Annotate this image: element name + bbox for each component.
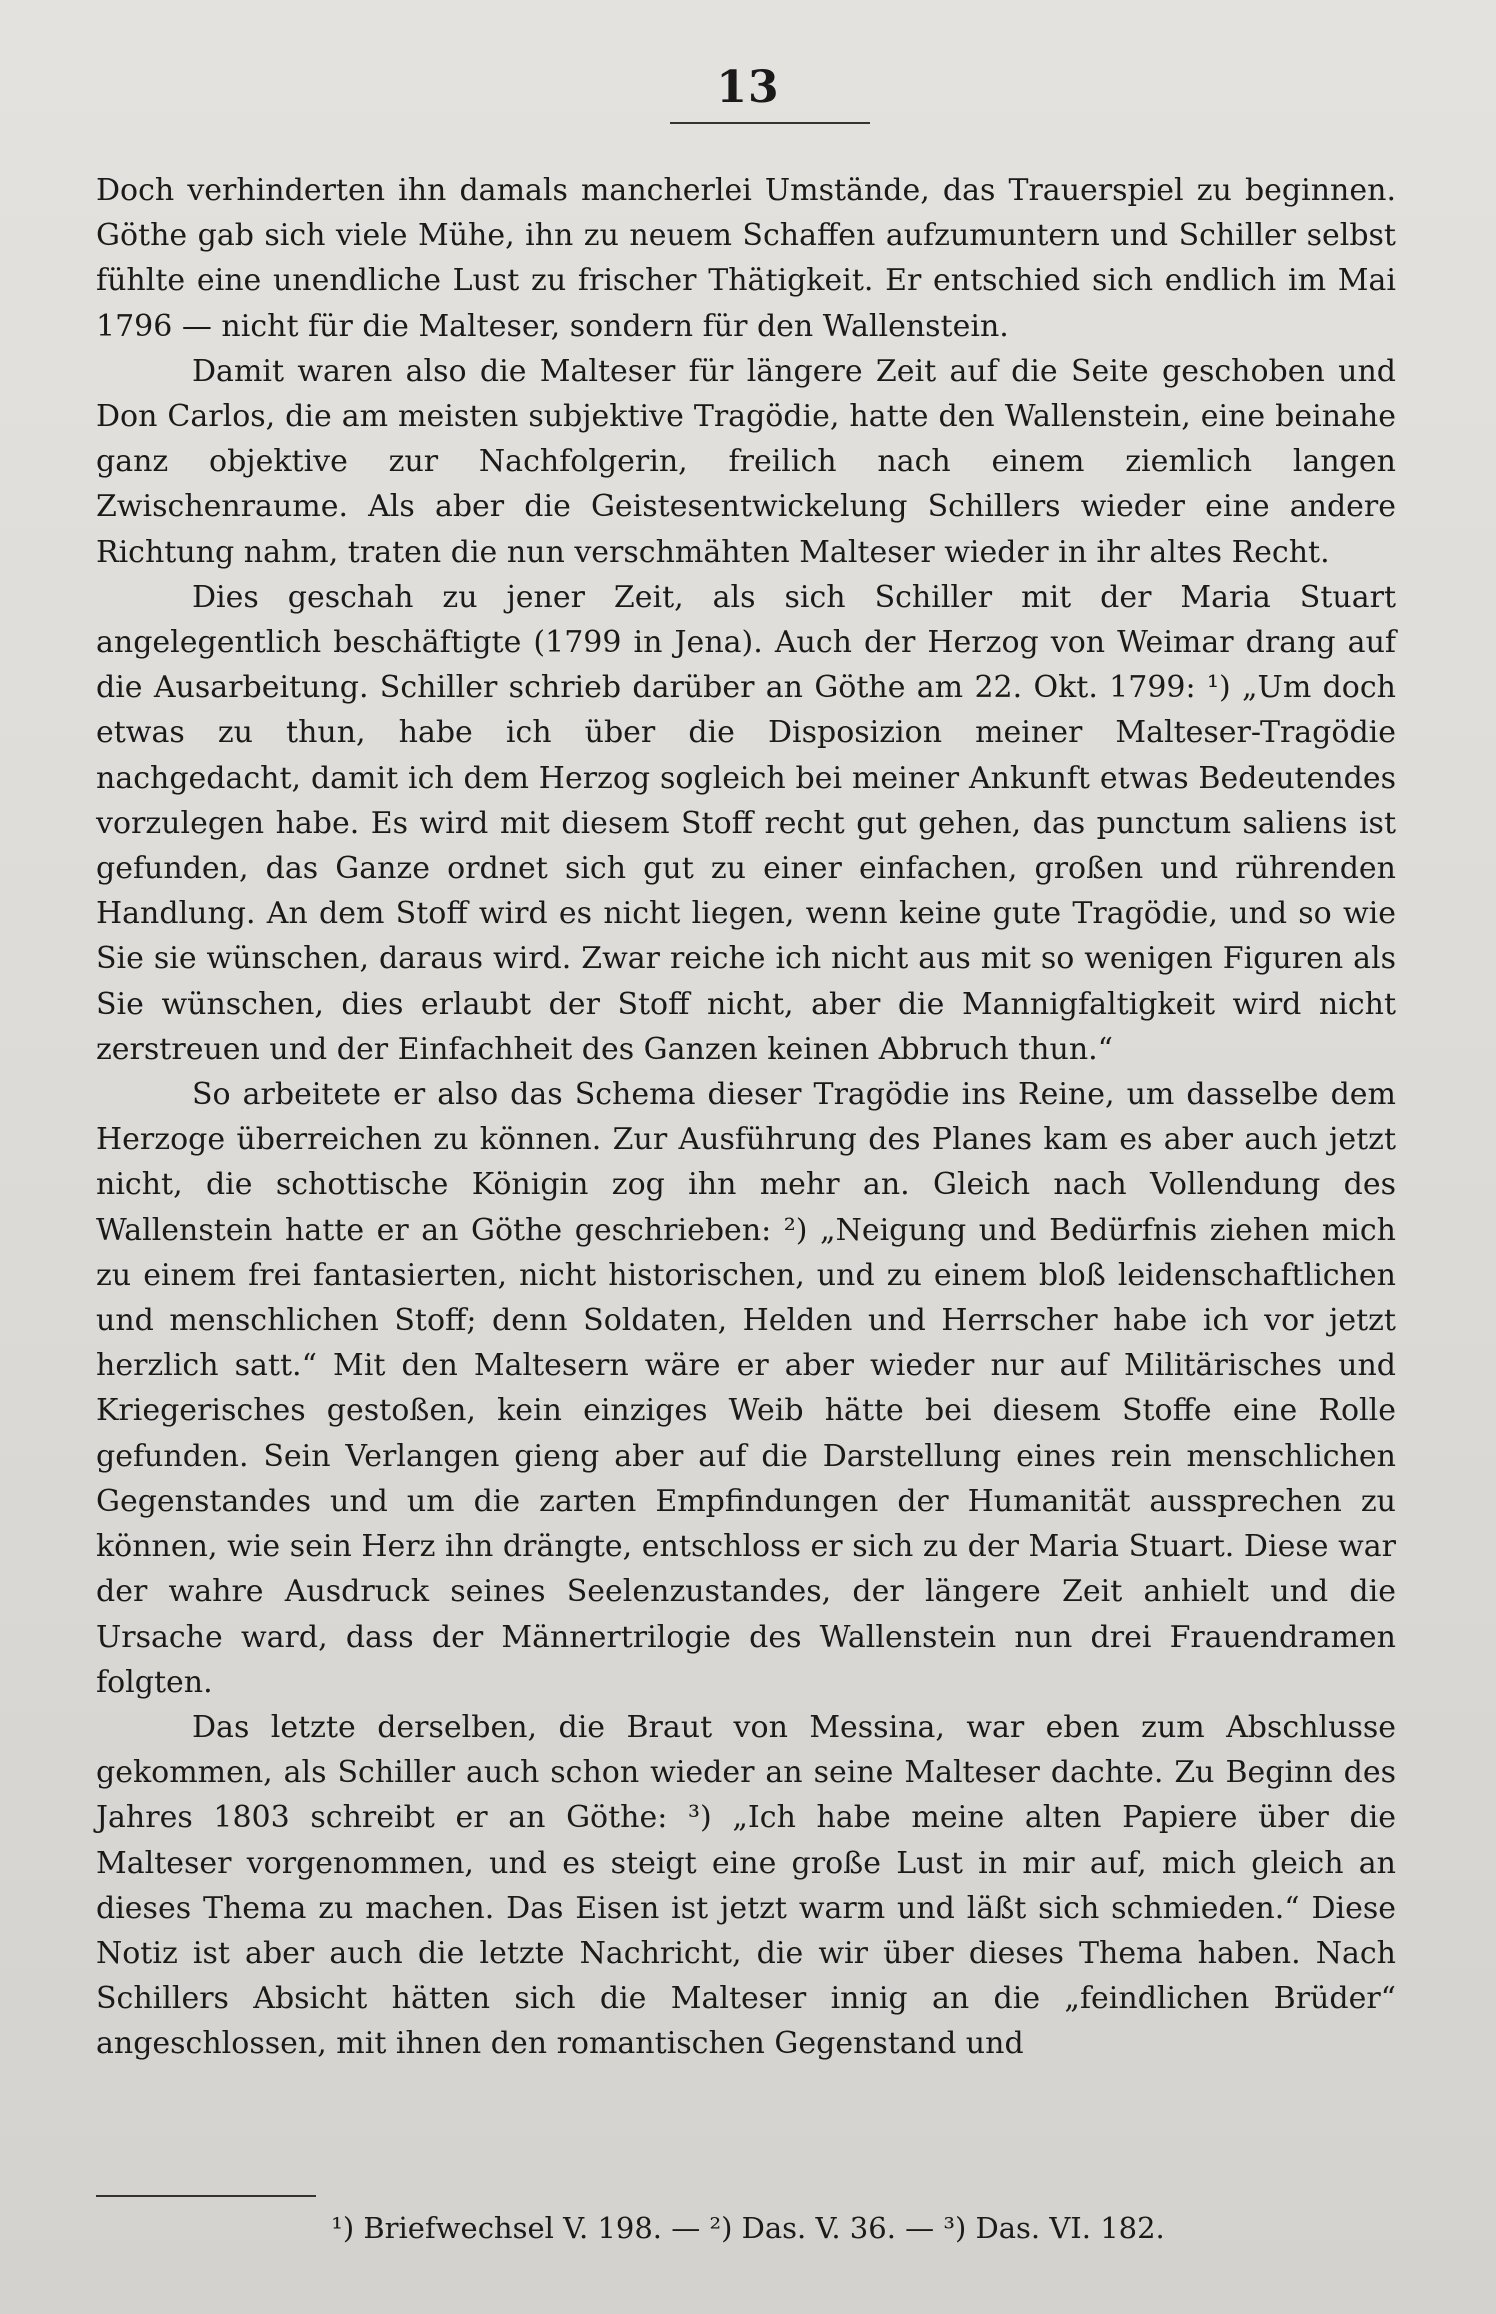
footnotes: ¹) Briefwechsel V. 198. — ²) Das. V. 36. — ³) Das. VI. 182.	[331, 2211, 1165, 2245]
footnote-rule	[96, 2195, 316, 2197]
paragraph-1: Doch verhinderten ihn damals mancherlei Umstände, das Trauerspiel zu beginnen. Göthe gab sich viele Mühe, ihn zu neuem Schaffen aufzumuntern und Schiller selbst fühlte eine unendliche Lust zu frischer Thätigkeit. Er entschied sich endlich im Mai 1796 — nicht für die Malteser, sondern für den Wallenstein.	[96, 173, 1396, 344]
header-rule	[670, 122, 870, 124]
page-number: 13	[716, 62, 780, 113]
paragraph-3: Dies geschah zu jener Zeit, als sich Schiller mit der Maria Stuart angelegentlich beschäftigte (1799 in Jena). Auch der Herzog von Weimar drang auf die Ausarbeitung. Schiller schrieb darüber an Göthe am 22. Okt. 1799: ¹) „Um doch etwas zu thun, habe ich über die Disposizion meiner Malteser-Tragödie nachgedacht, damit ich dem Herzog sogleich bei meiner Ankunft etwas Bedeutendes vorzulegen habe. Es wird mit diesem Stoff recht gut gehen, das punctum saliens ist gefunden, das Ganze ordnet sich gut zu einer einfachen, großen und rührenden Handlung. An dem Stoff wird es nicht liegen, wenn keine gute Tragödie, und so wie Sie sie wünschen, daraus wird. Zwar reiche ich nicht aus mit so wenigen Figuren als Sie wünschen, dies erlaubt der Stoff nicht, aber die Mannigfaltigkeit wird nicht zerstreuen und der Einfachheit des Ganzen keinen Abbruch thun.“	[96, 579, 1396, 1067]
paragraph-4: So arbeitete er also das Schema dieser Tragödie ins Reine, um dasselbe dem Herzoge überreichen zu können. Zur Ausführung des Planes kam es aber auch jetzt nicht, die schottische Königin zog ihn mehr an. Gleich nach Vollendung des Wallenstein hatte er an Göthe geschrieben: ²) „Neigung und Bedürfnis ziehen mich zu einem frei fantasierten, nicht historischen, und zu einem bloß leidenschaftlichen und menschlichen Stoff; denn Soldaten, Helden und Herrscher habe ich vor jetzt herzlich satt.“ Mit den Maltesern wäre er aber wieder nur auf Militärisches und Kriegerisches gestoßen, kein einziges Weib hätte bei diesem Stoffe eine Rolle gefunden. Sein Verlangen gieng aber auf die Darstellung eines rein menschlichen Gegenstandes und um die zarten Empfindungen der Humanität aussprechen zu können, wie sein Herz ihn drängte, entschloss er sich zu der Maria Stuart. Diese war der wahre Ausdruck seines Seelenzustandes, der längere Zeit anhielt und die Ursache ward, dass der Männertrilogie des Wallenstein nun drei Frauendramen folgten.	[96, 1077, 1396, 1700]
body-text	[96, 168, 1396, 2067]
paragraph-5: Das letzte derselben, die Braut von Messina, war eben zum Abschlusse gekommen, als Schiller auch schon wieder an seine Malteser dachte. Zu Beginn des Jahres 1803 schreibt er an Göthe: ³) „Ich habe meine alten Papiere über die Malteser vorgenommen, und es steigt eine große Lust in mir auf, mich gleich an dieses Thema zu machen. Das Eisen ist jetzt warm und läßt sich schmieden.“ Diese Notiz ist aber auch die letzte Nachricht, die wir über dieses Thema haben. Nach Schillers Absicht hätten sich die Malteser innig an die „feindlichen Brüder“ angeschlossen, mit ihnen den romantischen Gegenstand und	[96, 1709, 1396, 2062]
paragraph-2: Damit waren also die Malteser für längere Zeit auf die Seite geschoben und Don Carlos, die am meisten subjektive Tragödie, hatte den Wallenstein, eine beinahe ganz objektive zur Nachfolgerin, freilich nach einem ziemlich langen Zwischenraume. Als aber die Geistesentwickelung Schillers wieder eine andere Richtung nahm, traten die nun verschmähten Malteser wieder in ihr altes Recht.	[96, 353, 1396, 570]
